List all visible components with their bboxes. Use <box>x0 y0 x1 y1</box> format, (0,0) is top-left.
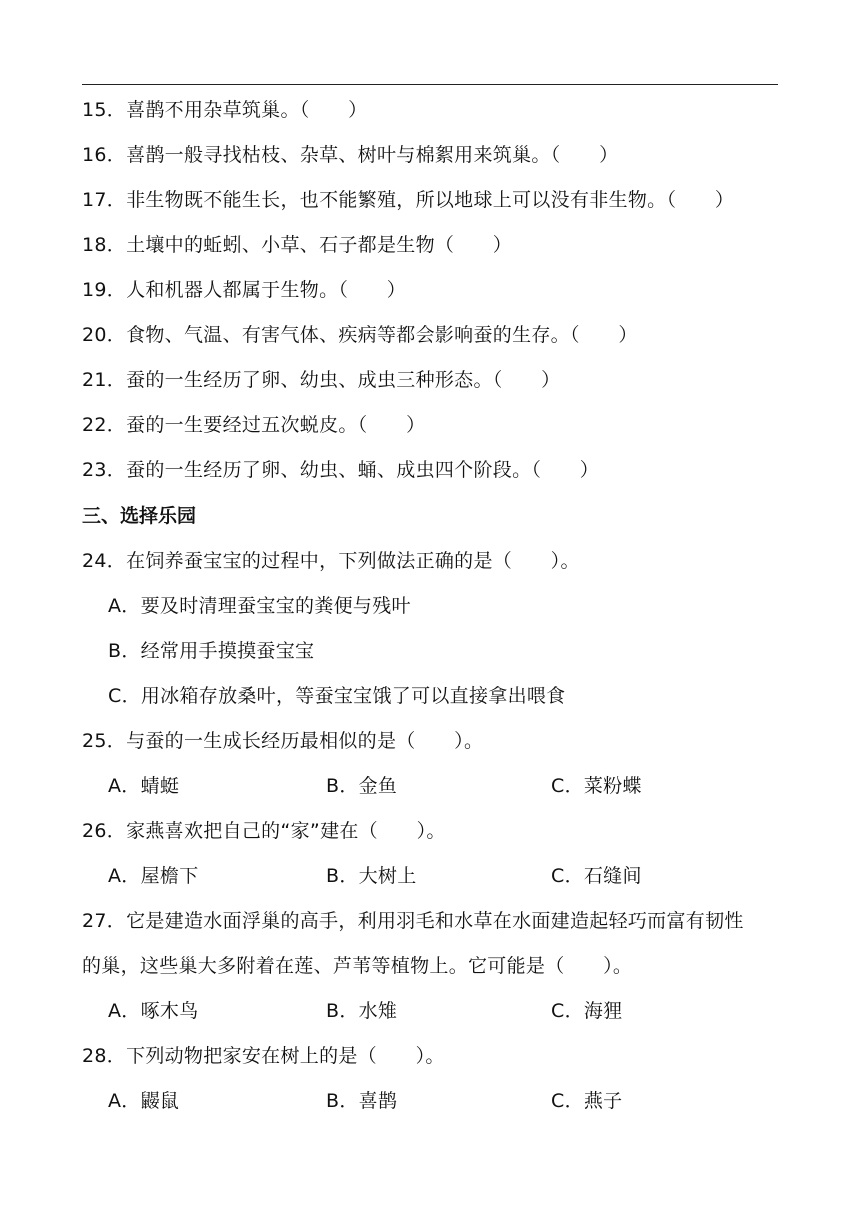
question-25-option-c: C．菜粉蝶 <box>551 775 642 797</box>
question-28-stem: 28．下列动物把家安在树上的是（ ）。 <box>82 1045 445 1067</box>
question-26-option-c: C．石缝间 <box>551 865 642 887</box>
question-28-option-b: B．喜鹊 <box>326 1090 398 1112</box>
question-23: 23．蚕的一生经历了卵、幼虫、蛹、成虫四个阶段。（ ） <box>82 459 600 481</box>
question-28-option-c: C．燕子 <box>551 1090 623 1112</box>
question-27-option-a: A．啄木鸟 <box>108 1000 199 1022</box>
question-27-option-c: C．海狸 <box>551 1000 623 1022</box>
question-25-option-b: B．金鱼 <box>326 775 398 797</box>
question-17: 17．非生物既不能生长，也不能繁殖，所以地球上可以没有非生物。（ ） <box>82 189 735 211</box>
question-24-option-a: A．要及时清理蚕宝宝的粪便与残叶 <box>108 595 411 617</box>
question-22: 22．蚕的一生要经过五次蜕皮。（ ） <box>82 414 426 436</box>
question-27-stem-line-1: 27．它是建造水面浮巢的高手，利用羽毛和水草在水面建造起轻巧而富有韧性 <box>82 910 744 932</box>
question-24-option-c: C．用冰箱存放桑叶，等蚕宝宝饿了可以直接拿出喂食 <box>108 685 566 707</box>
question-18: 18．土壤中的蚯蚓、小草、石子都是生物（ ） <box>82 234 513 256</box>
question-24-option-b: B．经常用手摸摸蚕宝宝 <box>108 640 315 662</box>
question-21: 21．蚕的一生经历了卵、幼虫、成虫三种形态。（ ） <box>82 369 561 391</box>
top-divider <box>82 84 778 85</box>
question-26-option-a: A．屋檐下 <box>108 865 199 887</box>
question-19: 19．人和机器人都属于生物。（ ） <box>82 279 407 301</box>
question-28-option-a: A．鼹鼠 <box>108 1090 180 1112</box>
question-26-stem: 26．家燕喜欢把自己的“家”建在（ ）。 <box>82 820 446 842</box>
question-27-stem-line-2: 的巢，这些巢大多附着在莲、芦苇等植物上。它可能是（ ）。 <box>82 955 633 977</box>
question-25-stem: 25．与蚕的一生成长经历最相似的是（ ）。 <box>82 730 484 752</box>
question-16: 16．喜鹊一般寻找枯枝、杂草、树叶与棉絮用来筑巢。（ ） <box>82 144 619 166</box>
question-26-option-b: B．大树上 <box>326 865 417 887</box>
question-15: 15．喜鹊不用杂草筑巢。（ ） <box>82 99 368 121</box>
question-24-stem: 24．在饲养蚕宝宝的过程中，下列做法正确的是（ ）。 <box>82 550 580 572</box>
question-25-option-a: A．蜻蜓 <box>108 775 180 797</box>
section-heading: 三、选择乐园 <box>82 505 197 527</box>
question-27-option-b: B．水雉 <box>326 1000 398 1022</box>
question-20: 20．食物、气温、有害气体、疾病等都会影响蚕的生存。（ ） <box>82 324 638 346</box>
